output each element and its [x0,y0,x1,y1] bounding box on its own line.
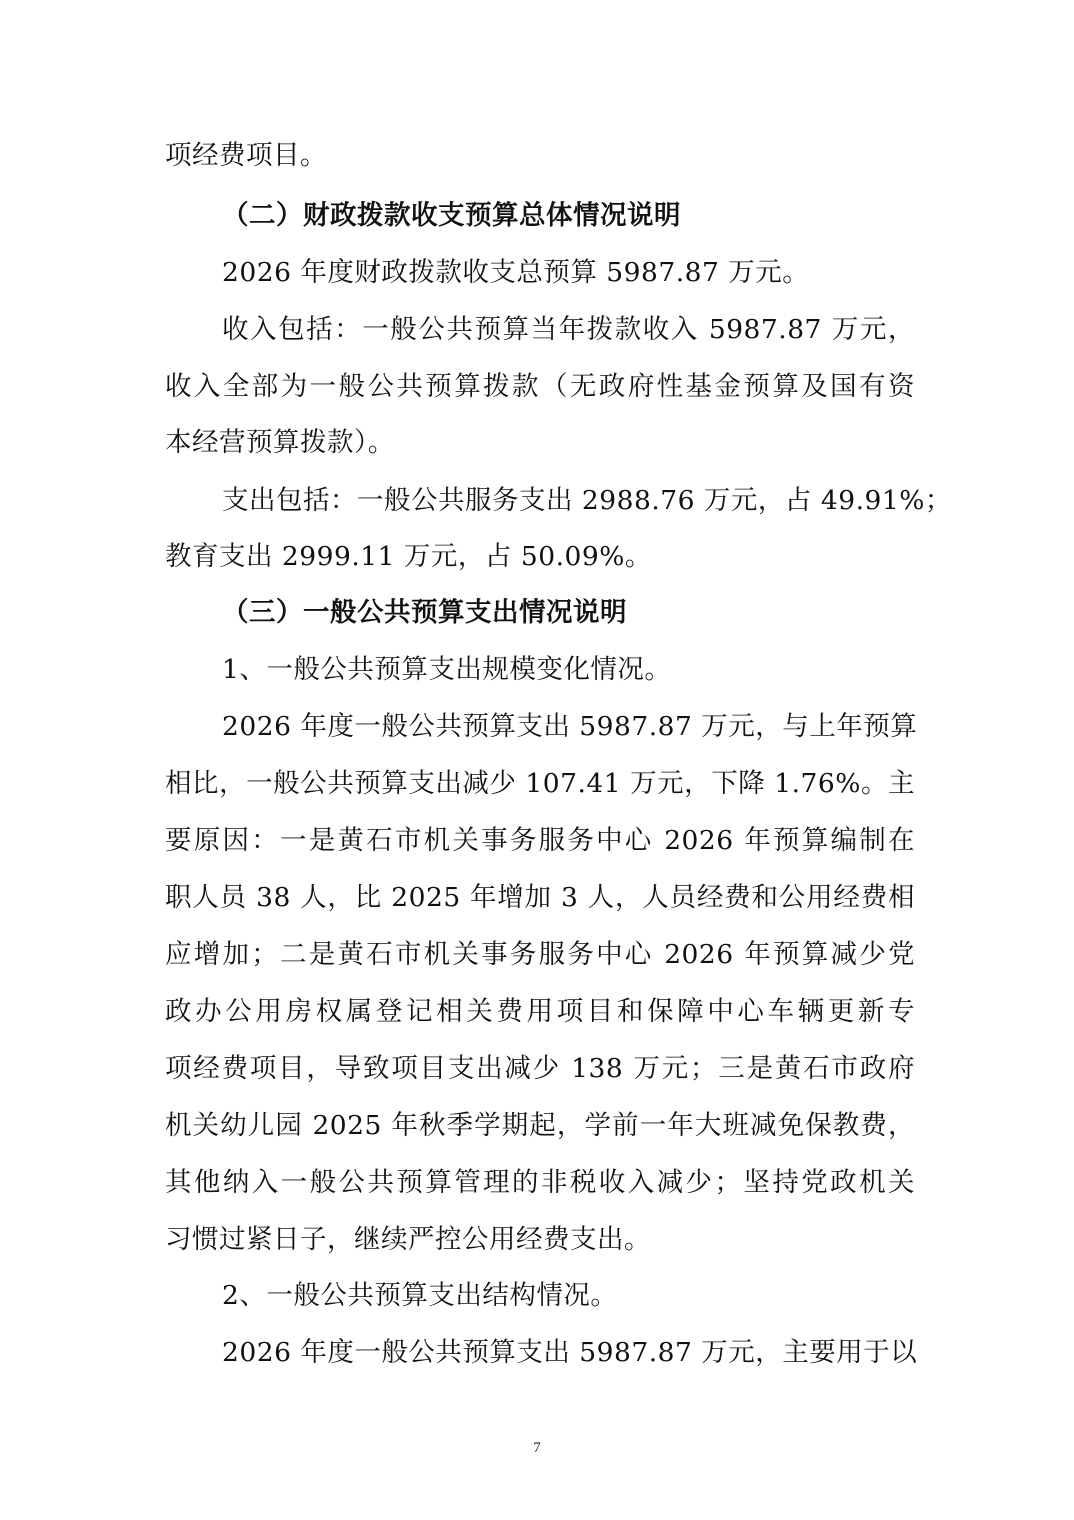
paragraph-line: 2026 年度财政拨款收支总预算 5987.87 万元。 [222,257,810,288]
paragraph-line: 机关幼儿园 2025 年秋季学期起，学前一年大班减免保教费， [165,1110,915,1141]
paragraph-line: 收入全部为一般公共预算拨款（无政府性基金预算及国有资 [165,371,915,402]
subsection-title-1: 1、一般公共预算支出规模变化情况。 [222,654,672,685]
paragraph-line: 应增加；二是黄石市机关事务服务中心 2026 年预算减少党 [165,939,915,970]
paragraph-line: 2026 年度一般公共预算支出 5987.87 万元，主要用于以 [222,1337,918,1368]
subsection-title-2: 2、一般公共预算支出结构情况。 [222,1280,618,1311]
paragraph-line: 2026 年度一般公共预算支出 5987.87 万元，与上年预算 [222,711,918,742]
paragraph-line: 要原因：一是黄石市机关事务服务中心 2026 年预算编制在 [165,825,915,856]
section-heading-2: （二）财政拨款收支预算总体情况说明 [222,200,681,231]
paragraph-line: 政办公用房权属登记相关费用项目和保障中心车辆更新专 [165,996,915,1027]
paragraph-line: 本经营预算拨款）。 [165,427,395,458]
paragraph-line: 习惯过紧日子，继续严控公用经费支出。 [165,1224,651,1255]
paragraph-line: 项经费项目，导致项目支出减少 138 万元；三是黄石市政府 [165,1053,915,1084]
page-number: 7 [533,1440,541,1456]
paragraph-line: 教育支出 2999.11 万元，占 50.09%。 [165,541,652,572]
paragraph-line: 项经费项目。 [165,140,327,171]
paragraph-line: 其他纳入一般公共预算管理的非税收入减少；坚持党政机关 [165,1167,915,1198]
paragraph-line: 支出包括：一般公共服务支出 2988.76 万元，占 49.91%； [222,485,952,516]
paragraph-line: 收入包括：一般公共预算当年拨款收入 5987.87 万元， [222,314,915,345]
section-heading-3: （三）一般公共预算支出情况说明 [222,597,627,628]
paragraph-line: 相比，一般公共预算支出减少 107.41 万元，下降 1.76%。主 [165,768,915,799]
paragraph-line: 职人员 38 人，比 2025 年增加 3 人，人员经费和公用经费相 [165,882,915,913]
